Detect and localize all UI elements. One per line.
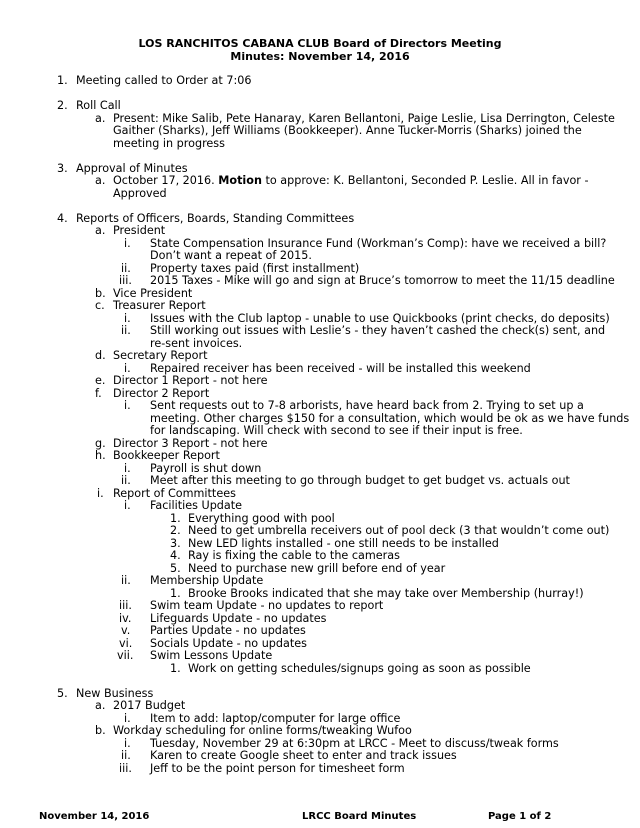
item-text: Still working out issues with Leslie’s - they haven’t cashed the check(s) sent, and xyxy=(150,324,606,337)
list-item xyxy=(0,700,640,713)
item-text: Treasurer Report xyxy=(113,299,206,312)
item-number: 5. xyxy=(57,686,68,700)
item-text: meeting. Other charges $150 for a consultation, which would be ok as we have funds xyxy=(150,411,630,425)
item-text: re-sent invoices. xyxy=(150,336,243,350)
list-item xyxy=(0,175,640,188)
item-number: 4. xyxy=(170,549,181,562)
item-text: Everything good with pool xyxy=(188,511,335,525)
item-text: Report of Committees xyxy=(113,486,236,500)
list-item xyxy=(0,100,640,113)
item-number: e. xyxy=(95,374,106,387)
item-number: i. xyxy=(124,361,131,375)
item-text: Reports of Officers, Boards, Standing Committees xyxy=(76,211,355,225)
item-text: Meeting called to Order at 7:06 xyxy=(76,74,252,87)
list-item xyxy=(0,525,640,538)
item-text: Issues with the Club laptop - unable to use Quickbooks (print checks, do deposits) xyxy=(150,311,610,325)
item-text: Secretary Report xyxy=(113,349,208,362)
item-text: Need to get umbrella receivers out of pool deck (3 that wouldn’t come out) xyxy=(188,524,610,537)
item-text: Workday scheduling for online forms/tweaking Wufoo xyxy=(113,724,412,737)
item-number: a. xyxy=(95,224,106,237)
item-number: ii. xyxy=(121,474,131,487)
item-text: Payroll is shut down xyxy=(150,461,262,475)
item-text: Need to purchase new grill before end of year xyxy=(188,561,446,575)
item-number: i. xyxy=(124,399,131,412)
list-item xyxy=(0,600,640,613)
list-item xyxy=(0,500,640,513)
item-text: Roll Call xyxy=(76,99,121,112)
list-item xyxy=(0,75,640,88)
item-number: vi. xyxy=(119,636,133,650)
list-item xyxy=(0,300,640,313)
motion-text: to approve: K. Bellantoni, Seconded P. Leslie. All in favor - xyxy=(261,174,589,187)
list-item-cont xyxy=(0,250,640,263)
item-number: i. xyxy=(124,711,131,725)
item-text: Lifeguards Update - no updates xyxy=(150,611,327,625)
item-number: iv. xyxy=(119,611,132,625)
item-number: i. xyxy=(124,461,131,475)
footer-page-number: Page 1 of 2 xyxy=(488,811,552,822)
item-text: Item to add: laptop/computer for large office xyxy=(150,711,401,725)
item-number: vii. xyxy=(117,649,134,662)
list-item xyxy=(0,550,640,563)
item-text: Present: Mike Salib, Pete Hanaray, Karen Bellantoni, Paige Leslie, Lisa Derrington, Celeste xyxy=(113,111,615,125)
item-number: i. xyxy=(97,486,104,500)
item-number: 4. xyxy=(57,211,68,225)
item-text: Vice President xyxy=(113,286,193,300)
item-text: Brooke Brooks indicated that she may take over Membership (hurray!) xyxy=(188,586,584,600)
item-text: Ray is fixing the cable to the cameras xyxy=(188,549,400,562)
item-text: Don’t want a repeat of 2015. xyxy=(150,249,312,262)
item-text: Jeff to be the point person for timesheet form xyxy=(150,761,405,775)
list-item xyxy=(0,725,640,738)
item-number: g. xyxy=(95,436,106,450)
item-number: 5. xyxy=(170,561,181,575)
item-text: President xyxy=(113,224,166,237)
item-number: b. xyxy=(95,286,106,300)
item-number: v. xyxy=(121,624,131,637)
item-text: meeting in progress xyxy=(113,136,225,150)
list-item xyxy=(0,400,640,413)
item-text: Swim team Update - no updates to report xyxy=(150,599,384,612)
list-item xyxy=(0,275,640,288)
item-number: d. xyxy=(95,349,106,362)
item-number: 3. xyxy=(57,161,68,175)
item-number: f. xyxy=(95,386,102,400)
item-number: a. xyxy=(95,111,106,125)
list-item xyxy=(0,375,640,388)
item-number: h. xyxy=(95,449,106,462)
item-number: c. xyxy=(95,299,105,312)
item-number: 2. xyxy=(57,99,68,112)
item-text: Property taxes paid (first installment) xyxy=(150,261,360,275)
item-number: iii. xyxy=(119,761,132,775)
item-text: Gaither (Sharks), Jeff Williams (Bookkeeper). Anne Tucker-Morris (Sharks) joined the xyxy=(113,124,582,137)
item-number: i. xyxy=(124,311,131,325)
list-item-cont xyxy=(0,125,640,138)
list-item xyxy=(0,450,640,463)
item-text xyxy=(113,175,588,188)
list-item xyxy=(0,663,640,676)
list-item-cont xyxy=(0,138,640,151)
item-number: ii. xyxy=(121,749,131,762)
item-number: ii. xyxy=(121,574,131,587)
item-number: 2. xyxy=(170,524,181,537)
item-number: 1. xyxy=(57,74,68,87)
item-text: New LED lights installed - one still needs to be installed xyxy=(188,536,499,550)
list-item xyxy=(0,750,640,763)
list-item xyxy=(0,475,640,488)
item-number: i. xyxy=(124,236,131,250)
item-text: Approved xyxy=(113,186,167,200)
item-number: i. xyxy=(124,736,131,750)
item-number: 1. xyxy=(170,661,181,675)
item-text: 2015 Taxes - Mike will go and sign at Bruce’s tomorrow to meet the 11/15 deadline xyxy=(150,274,615,287)
item-text: Tuesday, November 29 at 6:30pm at LRCC - Meet to discuss/tweak forms xyxy=(150,736,559,750)
item-text: Bookkeeper Report xyxy=(113,449,220,462)
footer-date: November 14, 2016 xyxy=(39,811,150,822)
item-number: 3. xyxy=(170,536,181,550)
item-number: i. xyxy=(124,499,131,512)
motion-date: October 17, 2016. xyxy=(113,174,219,187)
item-text: State Compensation Insurance Fund (Workman’s Comp): have we received a bill? xyxy=(150,236,607,250)
title-line-1: LOS RANCHITOS CABANA CLUB Board of Directors Meeting xyxy=(138,37,502,50)
item-text: for landscaping. Will check with second to see if their input is free. xyxy=(150,424,523,437)
item-text: Parties Update - no updates xyxy=(150,624,306,637)
item-text: New Business xyxy=(76,686,154,700)
minutes-body xyxy=(0,75,640,775)
list-item xyxy=(0,638,640,651)
item-text: Director 1 Report - not here xyxy=(113,374,268,387)
document-title xyxy=(0,37,640,63)
item-number: a. xyxy=(95,174,106,187)
list-item xyxy=(0,225,640,238)
item-number: a. xyxy=(95,699,106,712)
list-item xyxy=(0,563,640,576)
item-text: Sent requests out to 7-8 arborists, have heard back from 2. Trying to set up a xyxy=(150,399,584,412)
list-item xyxy=(0,238,640,251)
item-text: Director 2 Report xyxy=(113,386,210,400)
footer-title: LRCC Board Minutes xyxy=(302,811,417,822)
item-text: 2017 Budget xyxy=(113,699,186,712)
list-item xyxy=(0,575,640,588)
item-text: Work on getting schedules/signups going as soon as possible xyxy=(188,661,531,675)
item-text: Karen to create Google sheet to enter and track issues xyxy=(150,749,457,762)
list-item xyxy=(0,350,640,363)
list-item-cont xyxy=(0,188,640,201)
list-item xyxy=(0,613,640,626)
item-text: Membership Update xyxy=(150,574,264,587)
item-number: ii. xyxy=(121,324,131,337)
list-item xyxy=(0,488,640,501)
list-item xyxy=(0,763,640,776)
item-text: Approval of Minutes xyxy=(76,161,188,175)
motion-label: Motion xyxy=(218,174,262,187)
title-line-2: Minutes: November 14, 2016 xyxy=(230,50,410,63)
item-text: Meet after this meeting to go through budget to get budget vs. actuals out xyxy=(150,474,570,487)
item-text: Director 3 Report - not here xyxy=(113,436,268,450)
list-item-cont xyxy=(0,425,640,438)
item-number: 1. xyxy=(170,586,181,600)
item-number: b. xyxy=(95,724,106,737)
list-item xyxy=(0,625,640,638)
item-text: Swim Lessons Update xyxy=(150,649,273,662)
item-number: iii. xyxy=(119,599,132,612)
item-text: Socials Update - no updates xyxy=(150,636,307,650)
item-text: Repaired receiver has been received - will be installed this weekend xyxy=(150,361,531,375)
item-number: 1. xyxy=(170,511,181,525)
item-text: Facilities Update xyxy=(150,499,243,512)
list-item xyxy=(0,650,640,663)
list-item xyxy=(0,325,640,338)
item-number: ii. xyxy=(121,261,131,275)
item-number: iii. xyxy=(119,274,132,287)
